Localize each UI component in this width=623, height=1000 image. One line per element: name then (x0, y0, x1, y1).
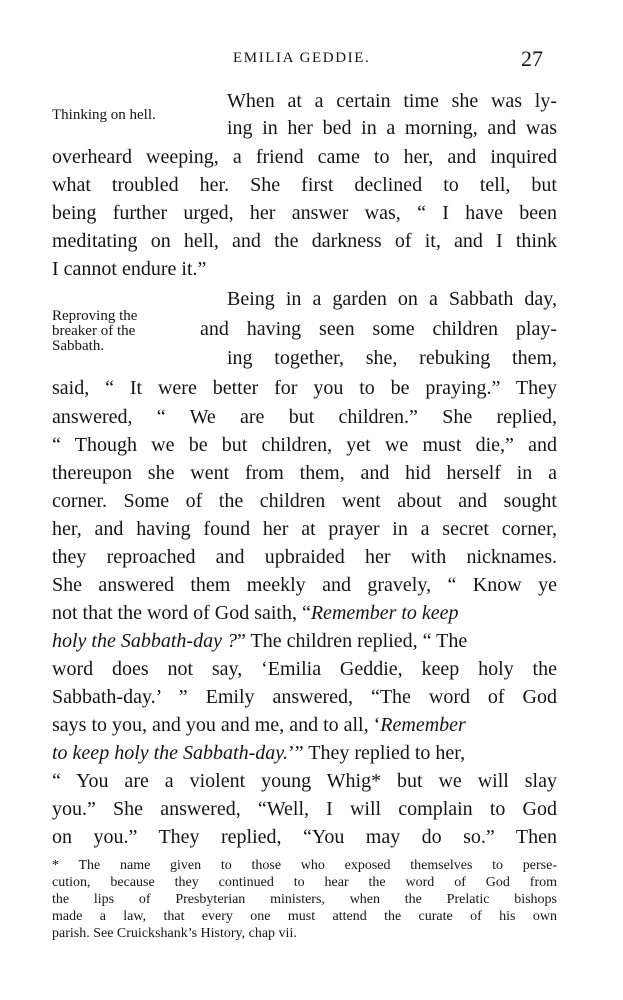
text-line: She answered them meekly and gravely, “ Know ye (52, 574, 557, 596)
text-line: Sabbath-day.’ ” Emily answered, “The word of God (52, 686, 557, 708)
text-line: meditating on hell, and the darkness of it, and I think (52, 230, 557, 252)
italic-run: Remember (380, 714, 466, 736)
footnote-line: * The name given to those who exposed themselves to perse- (52, 858, 557, 873)
side-note-reproving-sabbath (52, 309, 137, 354)
text-line: answered, “ We are but children.” She replied, (52, 406, 557, 428)
text-line: her, and having found her at prayer in a secret corner, (52, 518, 557, 540)
text-line: and having seen some children play- (200, 318, 557, 340)
page-number: 27 (521, 46, 543, 71)
text-line: ing in her bed in a morning, and was (227, 117, 557, 139)
footnote-line: parish. See Cruickshank’s History, chap vii. (52, 926, 297, 941)
footnote-line: made a law, that every one must attend the curate of his own (52, 909, 557, 924)
text-line: said, “ It were better for you to be praying.” They (52, 377, 557, 399)
text-line: word does not say, ‘Emilia Geddie, keep holy the (52, 658, 557, 680)
side-note-line: breaker of the (52, 323, 136, 339)
text-line: ing together, she, rebuking them, (227, 347, 557, 369)
text-line: they reproached and upbraided her with nicknames. (52, 546, 557, 568)
text-line: I cannot endure it.” (52, 258, 207, 280)
text-run: not that the word of God saith, “ (52, 602, 311, 624)
italic-run: to keep holy the Sabbath-day. (52, 742, 289, 764)
text-line (52, 740, 465, 767)
side-note-line: Sabbath. (52, 338, 105, 354)
footnote-line: cution, because they continued to hear the word of God from (52, 875, 557, 890)
text-run: ” The children replied, “ The (236, 630, 468, 652)
text-line: When at a certain time she was ly- (227, 90, 557, 112)
side-note-thinking-on-hell: Thinking on hell. (52, 107, 156, 123)
text-line (52, 600, 459, 627)
text-line: what troubled her. She first declined to tell, but (52, 174, 557, 196)
side-note-line: Reproving the (52, 308, 138, 324)
italic-run: Remember to keep (310, 602, 459, 624)
text-line (52, 628, 467, 655)
text-line: thereupon she went from them, and hid herself in a (52, 462, 557, 484)
text-line: on you.” They replied, “You may do so.” Then (52, 826, 557, 848)
italic-run: holy the Sabbath-day ? (52, 630, 237, 652)
running-head: EMILIA GEDDIE. (233, 50, 371, 66)
text-line: “ Though we be but children, yet we must die,” and (52, 434, 557, 456)
text-run: says to you, and you and me, and to all, ‘ (52, 714, 381, 736)
text-line: corner. Some of the children went about and sought (52, 490, 557, 512)
footnote-line: the lips of Presbyterian ministers, when the Prelatic bishops (52, 892, 557, 907)
text-run: ’” They replied to her, (288, 742, 466, 764)
text-line: overheard weeping, a friend came to her, and inquired (52, 146, 557, 168)
text-line (52, 712, 466, 739)
text-line: “ You are a violent young Whig* but we will slay (52, 770, 557, 792)
text-line: being further urged, her answer was, “ I have been (52, 202, 557, 224)
text-line: Being in a garden on a Sabbath day, (227, 288, 557, 310)
text-line: you.” She answered, “Well, I will complain to God (52, 798, 557, 820)
page-header (0, 46, 623, 72)
